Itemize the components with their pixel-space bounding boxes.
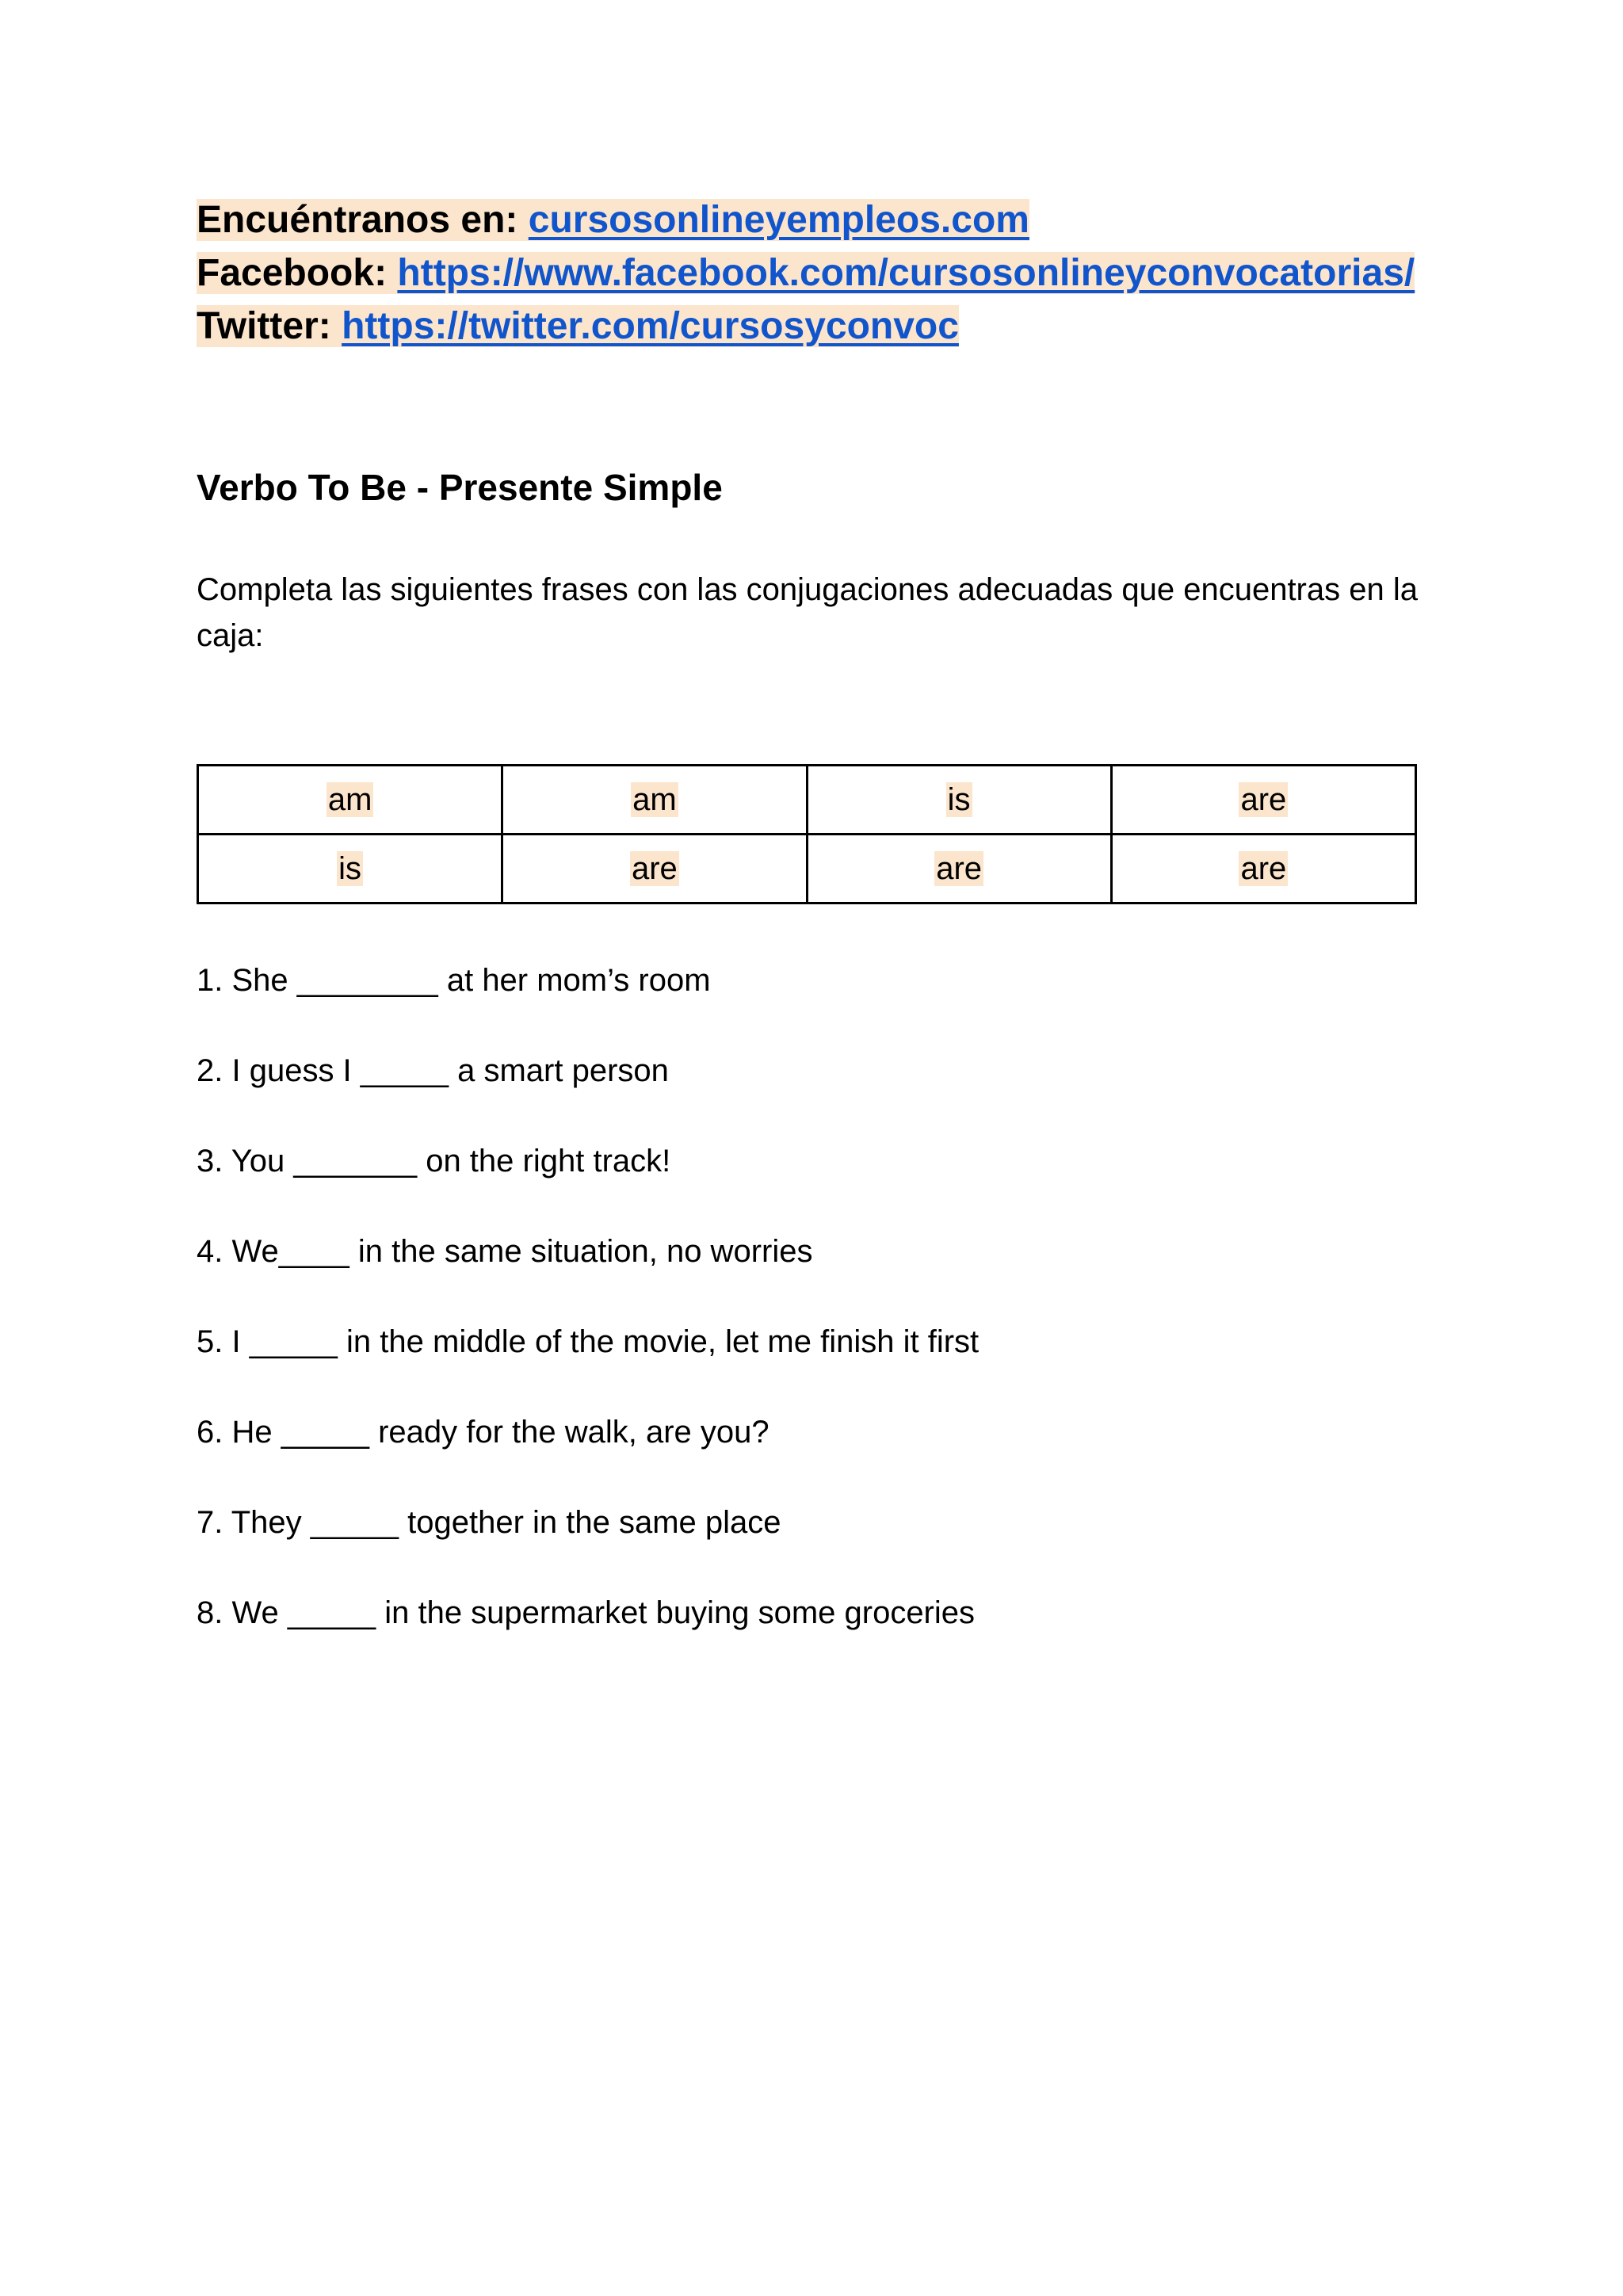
twitter-line <box>197 300 1415 353</box>
word-box-row <box>198 835 1416 904</box>
exercise-list <box>197 957 979 1680</box>
word-box-cell: is <box>807 766 1111 835</box>
word-box-cell: are <box>1111 766 1415 835</box>
exercise-item: 6. He _____ ready for the walk, are you? <box>197 1415 769 1450</box>
exercise-item: 5. I _____ in the middle of the movie, let me finish it first <box>197 1324 980 1359</box>
website-link[interactable]: cursosonlineyempleos.com <box>528 199 1029 241</box>
exercise-item: 3. You _______ on the right track! <box>197 1144 671 1179</box>
word-box-cell: are <box>807 835 1111 904</box>
word-box-cell: am <box>502 766 807 835</box>
exercise-item: 2. I guess I _____ a smart person <box>197 1053 669 1088</box>
exercise-item: 8. We _____ in the supermarket buying some groceries <box>197 1595 976 1630</box>
website-label: Encuéntranos en: <box>197 199 518 241</box>
word-box-cell: are <box>502 835 807 904</box>
word-box-row <box>198 766 1416 835</box>
word-box-cell: am <box>198 766 502 835</box>
contact-block <box>197 193 1415 353</box>
exercise-item: 7. They _____ together in the same place <box>197 1505 781 1540</box>
facebook-line <box>197 246 1415 300</box>
word-box-cell: is <box>198 835 502 904</box>
facebook-label: Facebook: <box>197 252 388 294</box>
exercise-item: 4. We____ in the same situation, no worries <box>197 1234 813 1269</box>
facebook-link[interactable]: https://www.facebook.com/cursosonlineyconvocatorias/ <box>397 252 1415 294</box>
twitter-link[interactable]: https://twitter.com/cursosyconvoc <box>342 305 959 347</box>
word-box-cell: are <box>1111 835 1415 904</box>
instructions-text: Completa las siguientes frases con las conjugaciones adecuadas que encuentras en la caja: <box>197 572 1418 653</box>
page-title: Verbo To Be - Presente Simple <box>197 467 723 508</box>
website-line <box>197 193 1415 246</box>
twitter-label: Twitter: <box>197 305 331 347</box>
exercise-item: 1. She ________ at her mom’s room <box>197 963 711 998</box>
word-box-table <box>197 764 1417 904</box>
